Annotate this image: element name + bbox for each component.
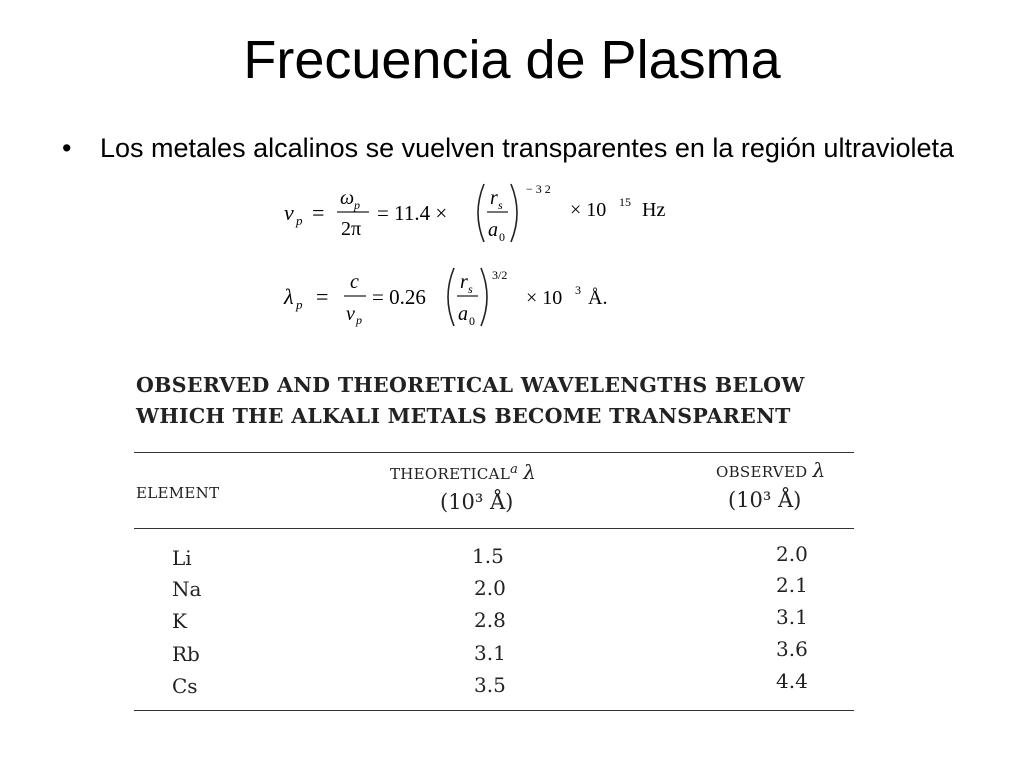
f2-right-paren [481,268,487,326]
cell-element: Cs [172,674,198,698]
table-top-rule [134,452,854,453]
cell-element: Na [172,577,202,601]
cell-theoretical: 2.0 [474,576,506,600]
cell-observed: 3.6 [776,637,808,661]
col-header-observed-label: OBSERVED [716,463,808,481]
cell-theoretical: 3.5 [474,673,506,697]
f1-left-paren [478,184,484,242]
col-header-observed [716,458,826,482]
f1-exponent: − 3 2 [526,182,551,196]
table-caption-line2: WHICH THE ALKALI METALS BECOME TRANSPARENT [136,404,791,428]
f1-ratio-den: a [488,219,498,241]
f2-tail: × 10 [526,287,563,309]
f1-tail-exp: 15 [619,195,631,209]
cell-observed: 2.1 [776,573,808,597]
f1-den: 2π [341,218,362,240]
col-unit-observed: (10³ Å) [728,488,802,512]
f1-lhs: ν [284,200,294,225]
col-header-theoretical-symbol: λ [523,460,537,484]
cell-observed: 3.1 [776,605,808,629]
f1-num-sub: p [354,198,360,212]
table-caption [132,370,862,432]
table-caption-line1: OBSERVED AND THEORETICAL WAVELENGTHS BELOW [136,373,805,397]
slide-title: Frecuencia de Plasma [243,30,781,90]
f2-ratio-den-sub: 0 [469,314,475,328]
f1-ratio-den-sub: 0 [499,230,505,244]
f2-lhs-sub: p [296,297,303,312]
f2-ratio-num-sub: s [468,282,473,296]
f2-eq: = [316,284,329,309]
table-bottom-rule [134,710,854,711]
f1-unit: Hz [642,199,666,221]
col-header-element: ELEMENT [136,484,220,502]
cell-theoretical: 2.8 [474,608,506,632]
f1-tail: × 10 [570,199,607,221]
f1-lhs-sub: p [296,213,303,228]
f2-exponent: 3/2 [492,268,508,282]
f1-ratio-num: r [490,187,498,209]
f2-unit: Å. [588,287,608,309]
cell-theoretical: 1.5 [472,544,504,568]
cell-theoretical: 3.1 [474,641,506,665]
f1-eq: = [312,200,325,225]
f1-right-paren [511,184,517,242]
col-header-theoretical-sup: a [510,462,519,477]
col-header-theoretical [390,460,536,484]
bullet-text: Los metales alcalinos se vuelven transparentes en la región ultravioleta [100,133,954,163]
cell-observed: 2.0 [776,542,808,566]
bullet-point [62,131,962,165]
f2-lhs: λ [284,284,294,309]
f1-coef: = 11.4 × [377,201,448,225]
plasma-wavelength-formula-svg [282,262,702,334]
plasma-wavelength-formula [282,262,702,339]
plasma-frequency-formula [282,180,702,255]
f2-left-paren [448,268,454,326]
col-header-theoretical-label: THEORETICAL [390,465,511,483]
col-header-observed-symbol: λ [812,458,826,482]
f2-ratio-num: r [460,271,468,293]
cell-element: Rb [172,642,200,666]
f1-ratio-num-sub: s [498,198,503,212]
f2-num: c [350,271,359,293]
f2-den-sub: p [356,313,362,327]
table-header-rule [134,528,854,529]
wavelength-table [132,370,862,720]
col-unit-theoretical: (10³ Å) [440,490,514,514]
f2-tail-exp: 3 [575,283,581,297]
cell-element: K [172,609,187,633]
bullet-marker: • [62,133,72,163]
f2-ratio-den: a [458,303,468,325]
cell-element: Li [172,546,192,570]
f2-coef: = 0.26 [372,285,426,309]
cell-observed: 4.4 [776,669,808,693]
f2-den: ν [346,303,355,325]
plasma-frequency-formula-svg [282,180,702,250]
f1-num: ω [340,187,355,209]
